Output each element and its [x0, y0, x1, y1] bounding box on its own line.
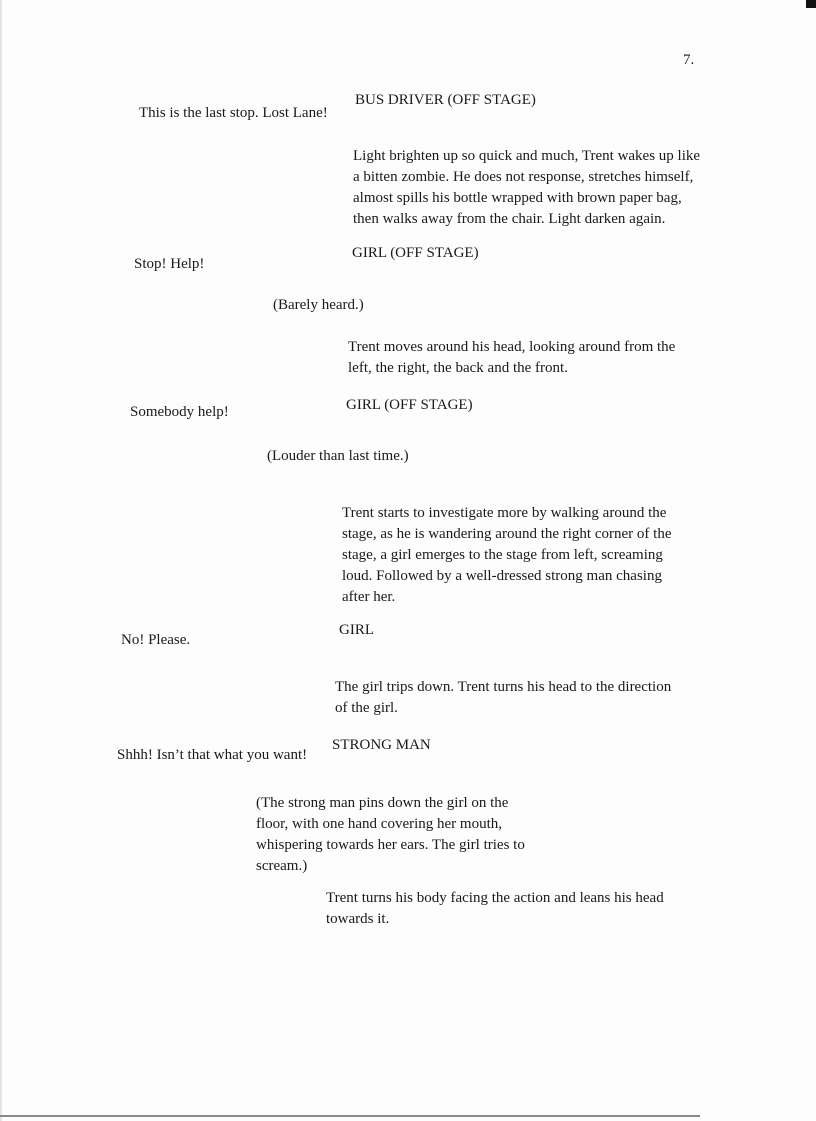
dialogue-no-please: No! Please.	[121, 632, 191, 648]
parenthetical-louder: (Louder than last time.)	[267, 448, 409, 464]
action-trent-looks-around: Trent moves around his head, looking around from the left, the right, the back and the front.	[348, 339, 676, 376]
speaker-girl-offstage-2: GIRL (OFF STAGE)	[346, 397, 473, 413]
speaker-strong-man: STRONG MAN	[332, 737, 431, 753]
scan-edge-bottom	[0, 1115, 700, 1117]
page-number: 7.	[683, 52, 695, 68]
action-girl-trips: The girl trips down. Trent turns his head to the direction of the girl.	[335, 679, 672, 716]
action-trent-investigates: Trent starts to investigate more by walking around the stage, as he is wandering around the right corner of the stage, a girl emerges to the stage from left, screaming loud. Followed by a well-dressed strong man chasing after her.	[342, 505, 672, 605]
action-trent-leans: Trent turns his body facing the action and leans his head towards it.	[326, 890, 664, 927]
dialogue-stop-help: Stop! Help!	[134, 256, 205, 272]
dialogue-bus-driver: This is the last stop. Lost Lane!	[139, 105, 328, 121]
action-light-brighten: Light brighten up so quick and much, Trent wakes up like a bitten zombie. He does not response, stretches himself, almost spills his bottle wrapped with brown paper bag, then walks away from the chair. Light darken again.	[353, 148, 701, 227]
scan-corner-mark	[806, 0, 816, 8]
speaker-bus-driver: BUS DRIVER (OFF STAGE)	[355, 92, 536, 108]
parenthetical-barely-heard: (Barely heard.)	[273, 297, 364, 313]
speaker-girl-offstage-1: GIRL (OFF STAGE)	[352, 245, 479, 261]
scan-edge-left	[0, 0, 2, 1121]
parenthetical-strong-man-pins: (The strong man pins down the girl on the floor, with one hand covering her mouth, whispering towards her ears. The girl tries to scream.)	[256, 795, 525, 874]
speaker-girl: GIRL	[339, 622, 374, 638]
dialogue-shhh: Shhh! Isn’t that what you want!	[117, 747, 308, 763]
dialogue-somebody-help: Somebody help!	[130, 404, 229, 420]
